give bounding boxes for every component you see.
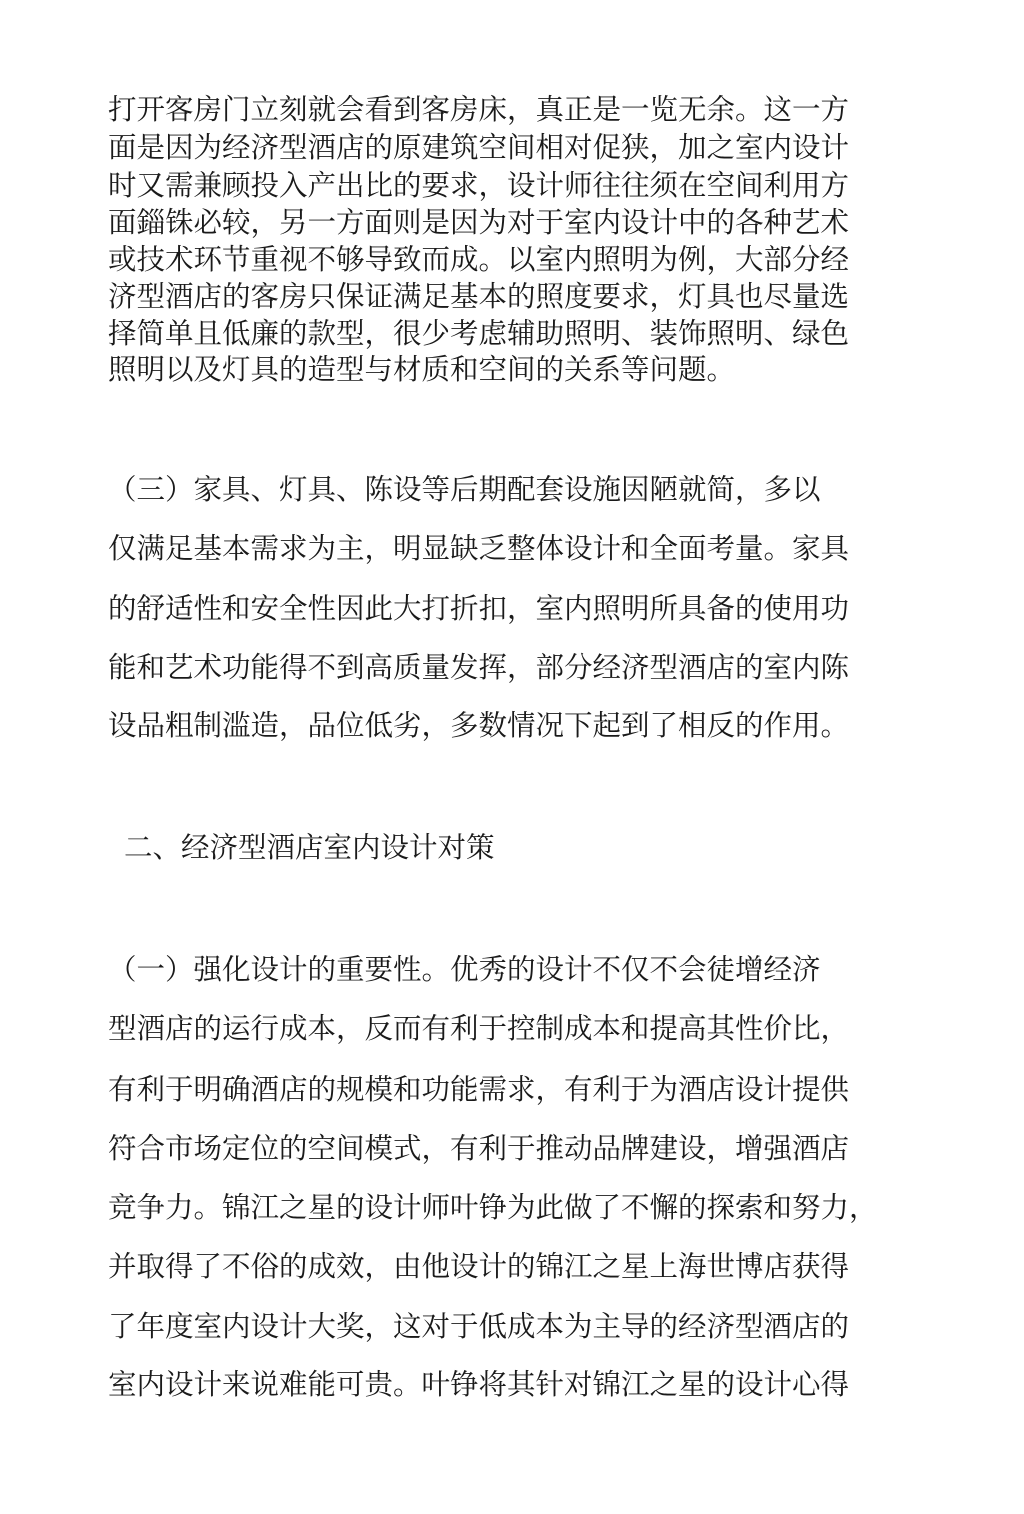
- paragraph-line: 仅满足基本需求为主，明显缺乏整体设计和全面考量。家具: [108, 532, 850, 565]
- paragraph-line: 符合市场定位的空间模式，有利于推动品牌建设，增强酒店: [108, 1132, 850, 1165]
- paragraph-line: 济型酒店的客房只保证满足基本的照度要求，灯具也尽量选: [108, 280, 850, 313]
- paragraph-line: （一）强化设计的重要性。优秀的设计不仅不会徒增经济: [108, 953, 821, 986]
- paragraph-line: （三）家具、灯具、陈设等后期配套设施因陋就简，多以: [108, 473, 821, 506]
- paragraph-line: 照明以及灯具的造型与材质和空间的关系等问题。: [108, 353, 736, 386]
- paragraph-line: 面錙铢必较，另一方面则是因为对于室内设计中的各种艺术: [108, 206, 850, 239]
- paragraph-line: 有利于明确酒店的规模和功能需求，有利于为酒店设计提供: [108, 1073, 850, 1106]
- section-heading: 二、经济型酒店室内设计对策: [124, 831, 495, 864]
- paragraph-line: 打开客房门立刻就会看到客房床，真正是一览无余。这一方: [108, 93, 850, 126]
- paragraph-line: 面是因为经济型酒店的原建筑空间相对促狭，加之室内设计: [108, 131, 850, 164]
- paragraph-line: 竞争力。锦江之星的设计师叶铮为此做了不懈的探索和努力，: [108, 1191, 878, 1224]
- paragraph-line: 设品粗制滥造，品位低劣，多数情况下起到了相反的作用。: [108, 709, 850, 742]
- paragraph-line: 择简单且低廉的款型，很少考虑辅助照明、装饰照明、绿色: [108, 317, 850, 350]
- paragraph-line: 室内设计来说难能可贵。叶铮将其针对锦江之星的设计心得: [108, 1368, 850, 1401]
- paragraph-line: 的舒适性和安全性因此大打折扣，室内照明所具备的使用功: [108, 592, 850, 625]
- paragraph-line: 型酒店的运行成本，反而有利于控制成本和提高其性价比，: [108, 1012, 850, 1045]
- paragraph-line: 时又需兼顾投入产出比的要求，设计师往往须在空间利用方: [108, 169, 850, 202]
- paragraph-line: 并取得了不俗的成效，由他设计的锦江之星上海世博店获得: [108, 1250, 850, 1283]
- paragraph-line: 了年度室内设计大奖，这对于低成本为主导的经济型酒店的: [108, 1310, 850, 1343]
- paragraph-line: 能和艺术功能得不到高质量发挥，部分经济型酒店的室内陈: [108, 651, 850, 684]
- paragraph-line: 或技术环节重视不够导致而成。以室内照明为例，大部分经: [108, 243, 850, 276]
